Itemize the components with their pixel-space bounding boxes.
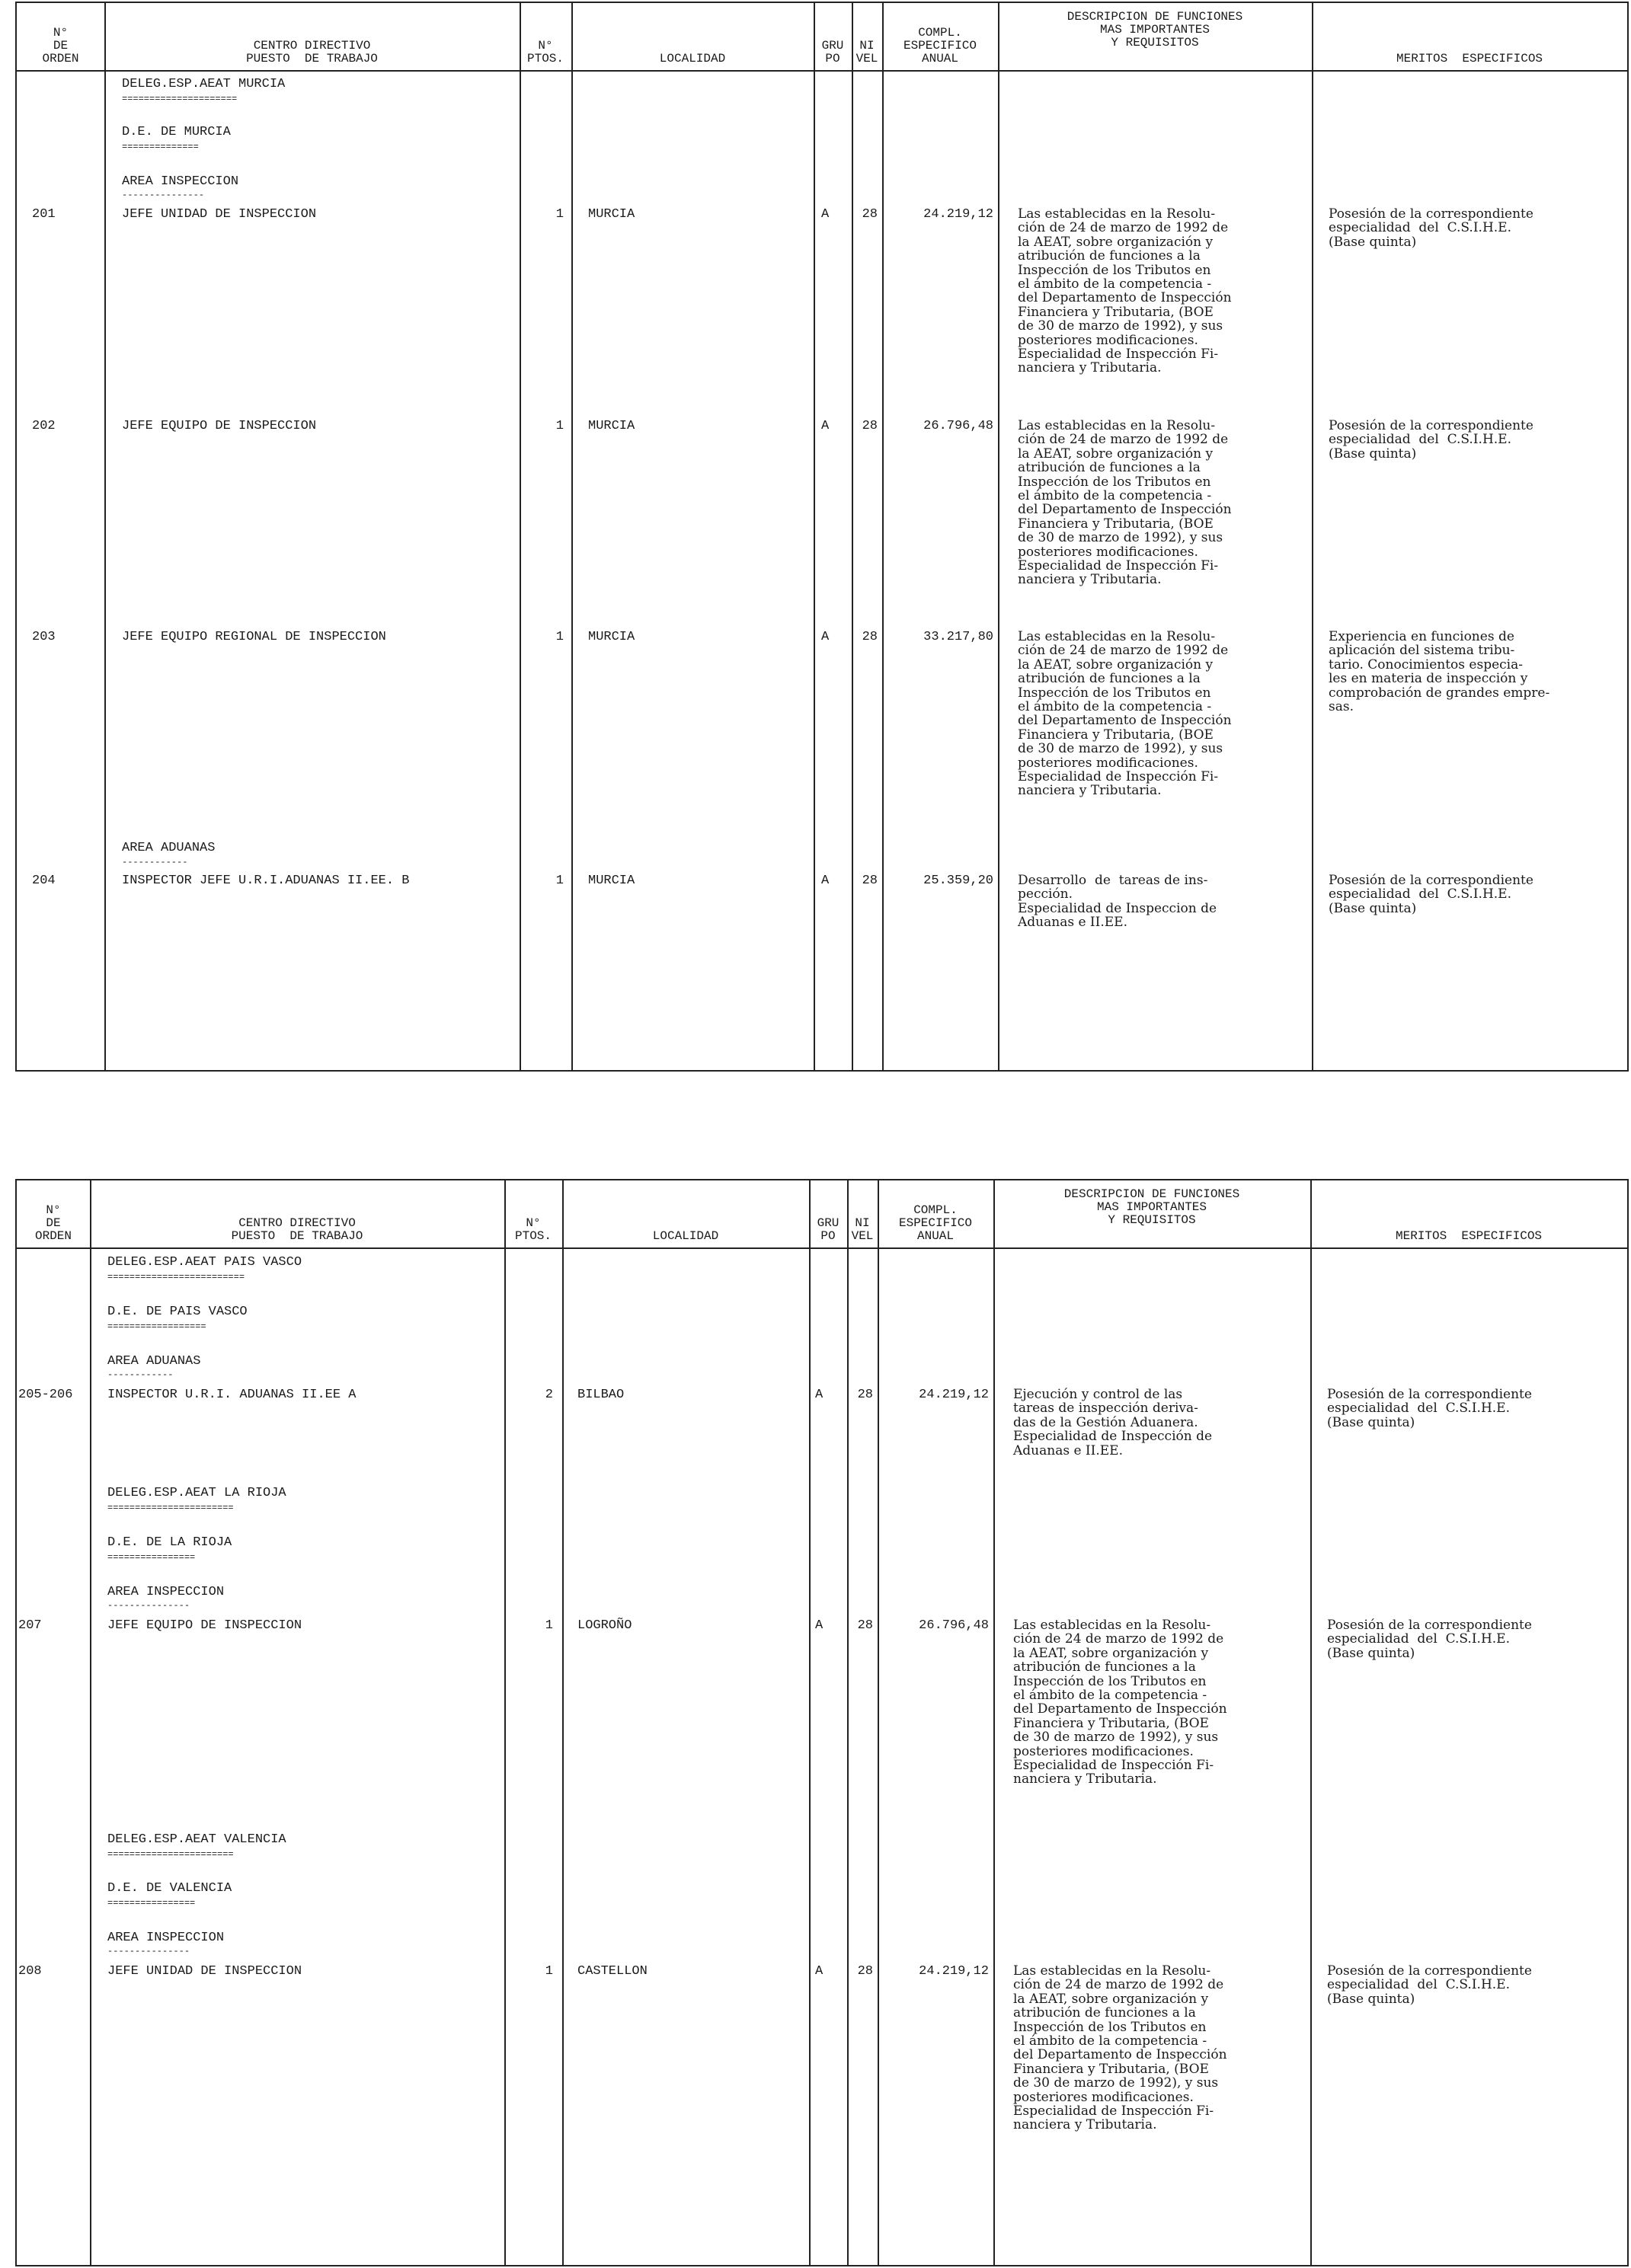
header-localidad: LOCALIDAD [652, 1229, 719, 1243]
section-deleg: DELEG.ESP.AEAT LA RIOJA [107, 1486, 286, 1500]
row-descripcion: Las establecidas en la Resolu- ción de 24 de marzo de 1992 de la AEAT, sobre organización y atribución de funciones a la Inspección de los Tributos en el ámbito de la competencia - del Departamento de Inspección Financiera y Tributaria, (BOE de 30 de marzo de 1992), y sus posteriores modificaciones. Especialidad de Inspección Fi- nanciera y Tributaria. [1018, 418, 1232, 588]
row-localidad: MURCIA [588, 419, 635, 433]
header-meritos: MERITOS ESPECIFICOS [1395, 1229, 1543, 1243]
row-puesto: JEFE EQUIPO REGIONAL DE INSPECCION [122, 630, 386, 644]
section-area: AREA INSPECCION [122, 174, 239, 189]
section-area-underline: ------------ [107, 1369, 174, 1380]
section-de-underline: ============== [122, 142, 199, 152]
row-localidad: MURCIA [588, 874, 635, 888]
row-grupo: A [821, 419, 830, 433]
section-de: D.E. DE MURCIA [122, 125, 231, 139]
section-area-underline: --------------- [107, 1946, 190, 1957]
row-grupo: A [821, 207, 830, 222]
row-puesto: INSPECTOR U.R.I. ADUANAS II.EE A [107, 1388, 357, 1402]
row-localidad: MURCIA [588, 207, 635, 222]
row-nivel: 28 [862, 874, 878, 888]
row-descripcion: Ejecución y control de las tareas de inspección deriva- das de la Gestión Aduanera. Especialidad de Inspección de Aduanas e II.EE. [1013, 1387, 1213, 1458]
section-deleg-underline: ======================= [107, 1503, 234, 1513]
section-area: AREA ADUANAS [107, 1354, 201, 1369]
header-nivel: NI VEL [855, 39, 878, 65]
row-meritos: Posesión de la correspondiente especialidad del C.S.I.H.E. (Base quinta) [1329, 418, 1533, 462]
table-murcia [15, 2, 1629, 1072]
section-de: D.E. DE PAIS VASCO [107, 1305, 248, 1319]
row-orden: 204 [32, 874, 56, 888]
header-ptos: N° PTOS. [526, 39, 564, 65]
row-meritos: Posesión de la correspondiente especialidad del C.S.I.H.E. (Base quinta) [1327, 1387, 1532, 1430]
row-puesto: JEFE UNIDAD DE INSPECCION [107, 1964, 302, 1979]
header-orden: N° DE ORDEN [34, 1203, 72, 1243]
section-area: AREA INSPECCION [107, 1585, 225, 1599]
row-descripcion: Las establecidas en la Resolu- ción de 24 de marzo de 1992 de la AEAT, sobre organización y atribución de funciones a la Inspección de los Tributos en el ámbito de la competencia - del Departamento de Inspección Financiera y Tributaria, (BOE de 30 de marzo de 1992), y sus posteriores modificaciones. Especialidad de Inspección Fi- nanciera y Tributaria. [1013, 1618, 1227, 1787]
section-de-underline: ================ [107, 1898, 196, 1909]
section-area-underline: --------------- [107, 1600, 190, 1611]
header-grupo: GRU PO [821, 39, 844, 65]
row-puesto: JEFE EQUIPO DE INSPECCION [107, 1618, 302, 1633]
row-localidad: LOGROÑO [577, 1618, 632, 1633]
header-ptos: N° PTOS. [514, 1216, 552, 1243]
header-meritos: MERITOS ESPECIFICOS [1396, 52, 1543, 65]
section-area: AREA ADUANAS [122, 841, 216, 855]
row-meritos: Posesión de la correspondiente especialidad del C.S.I.H.E. (Base quinta) [1329, 206, 1533, 250]
section-de-underline: ================== [107, 1321, 206, 1332]
section-de: D.E. DE VALENCIA [107, 1881, 232, 1896]
row-localidad: BILBAO [577, 1388, 625, 1402]
row-grupo: A [821, 874, 830, 888]
row-compl: 24.219,12 [919, 1964, 989, 1979]
row-meritos: Posesión de la correspondiente especialidad del C.S.I.H.E. (Base quinta) [1329, 873, 1533, 916]
header-compl-especifico: COMPL. ESPECIFICO ANUAL [898, 1203, 972, 1243]
section-area-underline: ------------ [122, 857, 188, 867]
row-orden: 207 [18, 1618, 42, 1633]
row-compl: 26.796,48 [919, 1618, 989, 1633]
header-localidad: LOCALIDAD [659, 52, 726, 65]
header-centro-directivo: CENTRO DIRECTIVO PUESTO DE TRABAJO [246, 39, 378, 65]
table-pais-vasco-rioja-valencia [15, 1179, 1629, 2266]
row-orden: 201 [32, 207, 56, 222]
row-nivel: 28 [857, 1964, 873, 1979]
row-compl: 25.359,20 [923, 874, 993, 888]
section-de: D.E. DE LA RIOJA [107, 1535, 232, 1550]
row-localidad: CASTELLON [577, 1964, 648, 1979]
section-deleg: DELEG.ESP.AEAT VALENCIA [107, 1832, 286, 1847]
row-ptos: 1 [555, 630, 564, 644]
row-grupo: A [815, 1964, 823, 1979]
section-deleg-underline: ======================= [107, 1849, 234, 1860]
row-descripcion: Desarrollo de tareas de ins- pección. Especialidad de Inspeccion de Aduanas e II.EE. [1018, 873, 1217, 931]
header-grupo: GRU PO [817, 1216, 839, 1243]
row-ptos: 1 [555, 874, 564, 888]
row-descripcion: Las establecidas en la Resolu- ción de 24 de marzo de 1992 de la AEAT, sobre organización y atribución de funciones a la Inspección de los Tributos en el ámbito de la competencia - del Departamento de Inspección Financiera y Tributaria, (BOE de 30 de marzo de 1992), y sus posteriores modificaciones. Especialidad de Inspección Fi- nanciera y Tributaria. [1018, 629, 1232, 799]
section-deleg: DELEG.ESP.AEAT PAIS VASCO [107, 1255, 302, 1270]
section-area: AREA INSPECCION [107, 1931, 225, 1945]
header-compl-especifico: COMPL. ESPECIFICO ANUAL [903, 26, 977, 65]
row-orden: 205-206 [18, 1388, 73, 1402]
row-puesto: JEFE EQUIPO DE INSPECCION [122, 419, 317, 433]
row-grupo: A [815, 1388, 823, 1402]
section-deleg: DELEG.ESP.AEAT MURCIA [122, 77, 286, 91]
row-compl: 24.219,12 [919, 1388, 989, 1402]
row-ptos: 1 [555, 207, 564, 222]
row-puesto: JEFE UNIDAD DE INSPECCION [122, 207, 317, 222]
header-descripcion: DESCRIPCION DE FUNCIONES MAS IMPORTANTES Y REQUISITOS [1067, 10, 1243, 50]
row-descripcion: Las establecidas en la Resolu- ción de 24 de marzo de 1992 de la AEAT, sobre organización y atribución de funciones a la Inspección de los Tributos en el ámbito de la competencia - del Departamento de Inspección Financiera y Tributaria, (BOE de 30 de marzo de 1992), y sus posteriores modificaciones. Especialidad de Inspección Fi- nanciera y Tributaria. [1018, 206, 1232, 376]
header-descripcion: DESCRIPCION DE FUNCIONES MAS IMPORTANTES Y REQUISITOS [1063, 1187, 1240, 1227]
row-compl: 24.219,12 [923, 207, 993, 222]
row-ptos: 1 [545, 1964, 553, 1979]
row-meritos: Experiencia en funciones de aplicación del sistema tribu- tario. Conocimientos especia- les en materia de inspección y comprobación de grandes empre- sas. [1329, 629, 1550, 715]
row-orden: 202 [32, 419, 56, 433]
header-nivel: NI VEL [851, 1216, 874, 1243]
row-puesto: INSPECTOR JEFE U.R.I.ADUANAS II.EE. B [122, 874, 410, 888]
row-compl: 26.796,48 [923, 419, 993, 433]
row-nivel: 28 [862, 630, 878, 644]
row-localidad: MURCIA [588, 630, 635, 644]
header-orden: N° DE ORDEN [42, 26, 79, 65]
row-ptos: 1 [545, 1618, 553, 1633]
section-de-underline: ================ [107, 1552, 196, 1563]
row-grupo: A [821, 630, 830, 644]
row-orden: 208 [18, 1964, 42, 1979]
row-nivel: 28 [857, 1388, 873, 1402]
row-descripcion: Las establecidas en la Resolu- ción de 24 de marzo de 1992 de la AEAT, sobre organización y atribución de funciones a la Inspección de los Tributos en el ámbito de la competencia - del Departamento de Inspección Financiera y Tributaria, (BOE de 30 de marzo de 1992), y sus posteriores modificaciones. Especialidad de Inspección Fi- nanciera y Tributaria. [1013, 1963, 1227, 2133]
row-ptos: 2 [545, 1388, 553, 1402]
row-nivel: 28 [862, 419, 878, 433]
row-grupo: A [815, 1618, 823, 1633]
row-compl: 33.217,80 [923, 630, 993, 644]
section-deleg-underline: ========================= [107, 1272, 245, 1283]
section-area-underline: --------------- [122, 190, 205, 200]
row-meritos: Posesión de la correspondiente especialidad del C.S.I.H.E. (Base quinta) [1327, 1963, 1532, 2007]
row-nivel: 28 [862, 207, 878, 222]
row-nivel: 28 [857, 1618, 873, 1633]
row-ptos: 1 [555, 419, 564, 433]
section-deleg-underline: ===================== [122, 94, 238, 104]
header-centro-directivo: CENTRO DIRECTIVO PUESTO DE TRABAJO [231, 1216, 363, 1243]
row-meritos: Posesión de la correspondiente especialidad del C.S.I.H.E. (Base quinta) [1327, 1618, 1532, 1661]
row-orden: 203 [32, 630, 56, 644]
